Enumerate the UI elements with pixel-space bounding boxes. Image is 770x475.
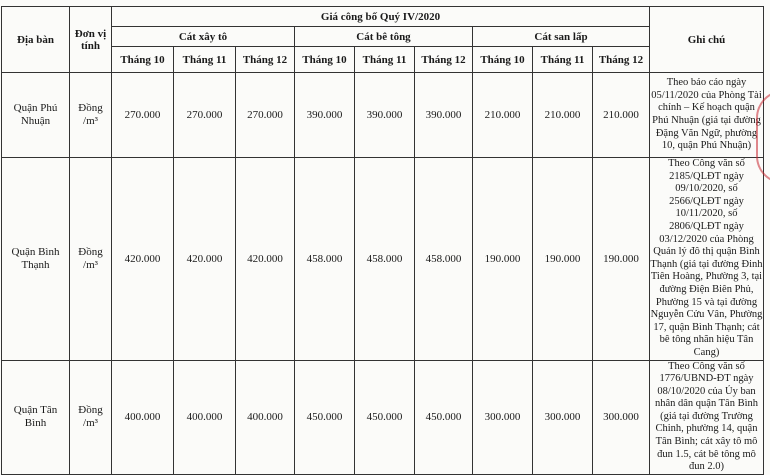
header-district: Địa bàn [2, 7, 70, 73]
header-month: Tháng 10 [112, 47, 174, 73]
district-cell: Quận Bình Thạnh [2, 158, 70, 361]
price-cell: 420.000 [174, 158, 236, 361]
price-cell: 458.000 [295, 158, 355, 361]
price-cell: 300.000 [473, 360, 533, 474]
price-cell: 270.000 [112, 73, 174, 158]
price-cell: 390.000 [295, 73, 355, 158]
price-cell: 390.000 [415, 73, 473, 158]
header-month: Tháng 11 [533, 47, 593, 73]
price-cell: 300.000 [533, 360, 593, 474]
price-cell: 190.000 [473, 158, 533, 361]
header-group-cat-be-tong: Cát bê tông [295, 27, 473, 47]
price-cell: 458.000 [355, 158, 415, 361]
unit-cell: Đồng /m³ [70, 73, 112, 158]
header-month: Tháng 10 [295, 47, 355, 73]
header-note: Ghi chú [650, 7, 764, 73]
price-cell: 210.000 [593, 73, 650, 158]
price-table [1, 6, 764, 475]
header-month: Tháng 11 [355, 47, 415, 73]
header-month: Tháng 10 [473, 47, 533, 73]
unit-cell: Đồng /m³ [70, 360, 112, 474]
price-cell: 400.000 [174, 360, 236, 474]
price-cell: 450.000 [415, 360, 473, 474]
price-cell: 300.000 [593, 360, 650, 474]
price-cell: 270.000 [236, 73, 295, 158]
header-unit: Đơn vị tính [70, 7, 112, 73]
price-cell: 458.000 [415, 158, 473, 361]
price-cell: 400.000 [236, 360, 295, 474]
header-month: Tháng 12 [236, 47, 295, 73]
header-group-cat-san-lap: Cát san lấp [473, 27, 650, 47]
note-cell: Theo Công văn số 2185/QLĐT ngày 09/10/2020, số 2566/QLĐT ngày 10/11/2020, số 2806/QLĐT ngày 03/12/2020 của Phòng Quản lý đô thị quận Bình Thạnh (giá tại đường Đinh Tiên Hoàng, Phường 3, tại đường Điện Biên Phủ, Phường 15 và tại đường Nguyễn Cửu Vân, Phường 17, quận Bình Thạnh; cát bê tông nhãn hiệu Tân Cang) [650, 158, 764, 361]
table-row [2, 73, 764, 158]
price-cell: 210.000 [533, 73, 593, 158]
header-month: Tháng 12 [593, 47, 650, 73]
table-row [2, 360, 764, 474]
price-cell: 450.000 [295, 360, 355, 474]
note-cell: Theo Công văn số 1776/UBND-ĐT ngày 08/10/2020 của Ủy ban nhân dân quận Tân Bình (giá tại đường Trường Chinh, phường 14, quận Tân Bình; cát xây tô mô đun 1.5, cát bê tông mô đun 2.0) [650, 360, 764, 474]
district-cell: Quận Tân Bình [2, 360, 70, 474]
price-cell: 190.000 [533, 158, 593, 361]
price-cell: 270.000 [174, 73, 236, 158]
price-cell: 400.000 [112, 360, 174, 474]
price-cell: 420.000 [236, 158, 295, 361]
price-cell: 420.000 [112, 158, 174, 361]
unit-cell: Đồng /m³ [70, 158, 112, 361]
price-cell: 390.000 [355, 73, 415, 158]
header-month: Tháng 12 [415, 47, 473, 73]
header-group-cat-xay-to: Cát xây tô [112, 27, 295, 47]
price-cell: 210.000 [473, 73, 533, 158]
price-cell: 190.000 [593, 158, 650, 361]
header-price-title: Giá công bố Quý IV/2020 [112, 7, 650, 27]
district-cell: Quận Phú Nhuận [2, 73, 70, 158]
table-row [2, 158, 764, 361]
header-month: Tháng 11 [174, 47, 236, 73]
price-cell: 450.000 [355, 360, 415, 474]
note-cell: Theo báo cáo ngày 05/11/2020 của Phòng Tài chính – Kế hoạch quận Phú Nhuận (giá tại đường Đặng Văn Ngữ, phường 10, quận Phú Nhuận) [650, 73, 764, 158]
